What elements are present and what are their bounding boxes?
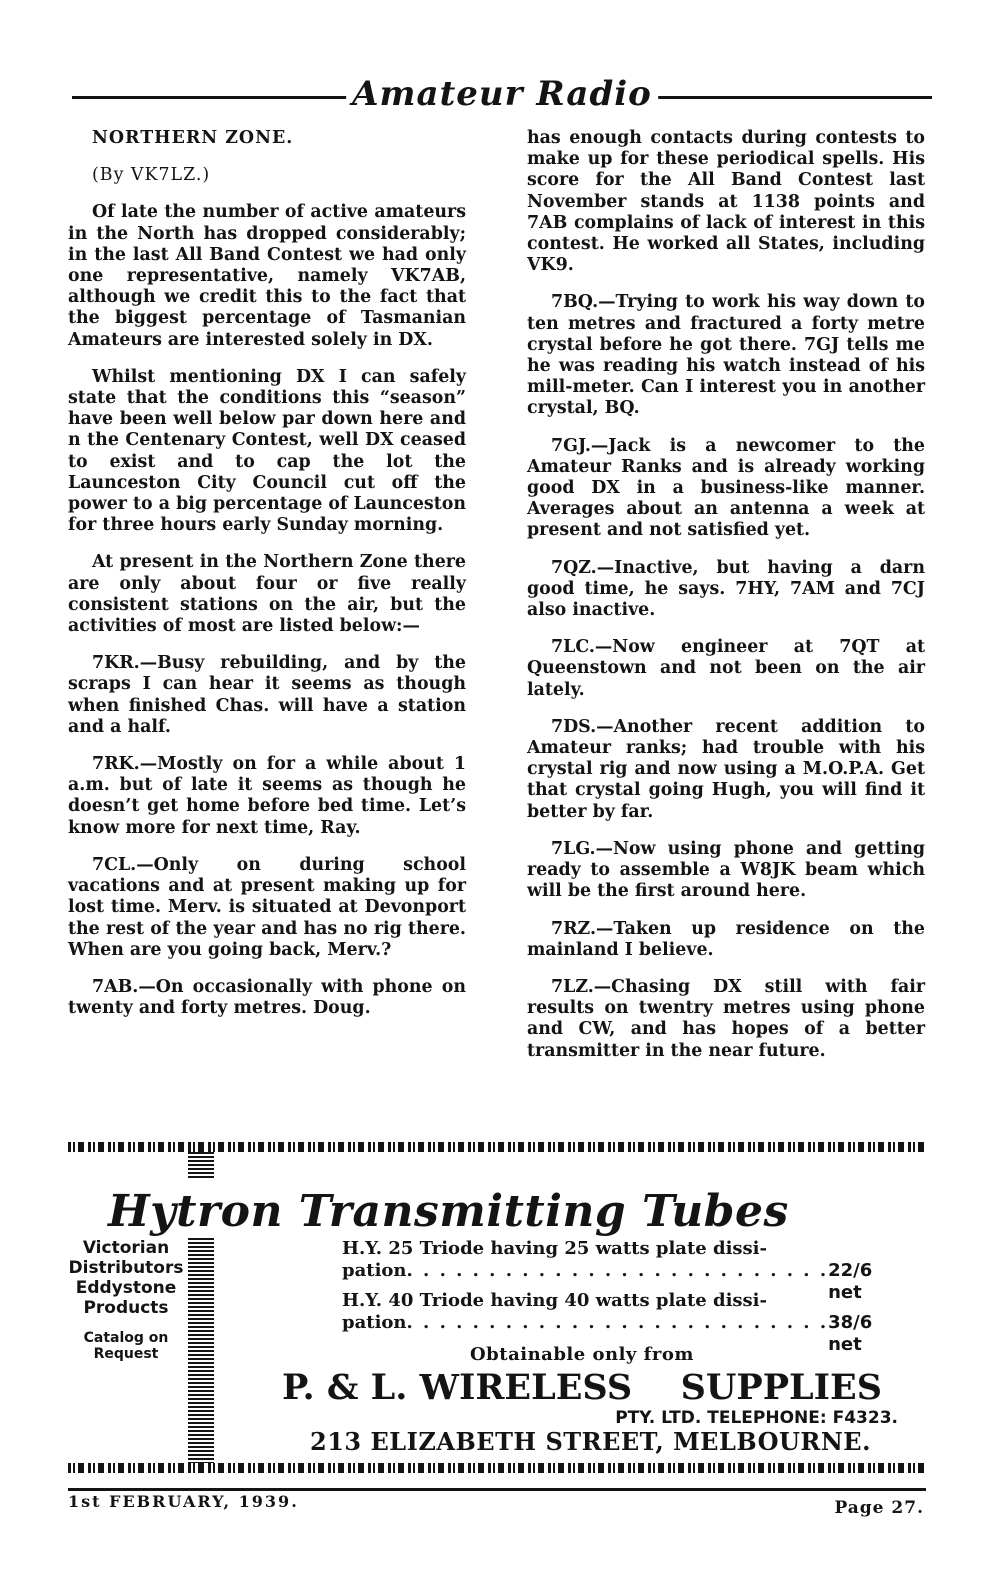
company-name-right: SUPPLIES bbox=[680, 1367, 882, 1408]
catalog-line: Catalog on bbox=[83, 1330, 169, 1346]
distributor-line: Eddystone bbox=[75, 1278, 177, 1298]
article-paragraph: 7DS.—Another recent addition to Amateur ranks; had trouble with his crystal rig and now using a M.O.P.A. Get that crystal going Hugh, you will find it better by far. bbox=[527, 716, 925, 822]
distributor-line: Products bbox=[83, 1298, 169, 1318]
advert-border-bottom bbox=[68, 1463, 928, 1473]
product-description-end: pation bbox=[342, 1312, 407, 1333]
article-continuation: has enough contacts during contests to make up for these periodical spells. His score for the All Band Contest last November stands at 1138 points and 7AB complains of lack of interest in this contest. He worked all States, including VK9. bbox=[527, 128, 925, 276]
product-description-end: pation bbox=[342, 1260, 407, 1281]
article-paragraph: At present in the Northern Zone there are only about four or five really consistent stations on the air, but the activities of most are listed below:— bbox=[68, 552, 466, 637]
article-paragraph: 7LG.—Now using phone and getting ready to assemble a W8JK beam which will be the first around here. bbox=[527, 838, 925, 902]
advert-border-top bbox=[68, 1142, 928, 1152]
product-price: 38/6 net bbox=[828, 1312, 873, 1355]
article-right-column bbox=[527, 128, 925, 1078]
distributor-line: Victorian bbox=[82, 1238, 170, 1258]
advert-border-stem bbox=[188, 1238, 214, 1464]
leader-dots: . . . . . . . . . . . . . . . . . . . . . . . . . . bbox=[406, 1260, 829, 1281]
masthead bbox=[72, 72, 932, 116]
article-paragraph: 7RK.—Mostly on for a while about 1 a.m. but of late it seems as though he doesn’t get home before bed time. Let’s know more for next time, Ray. bbox=[68, 754, 466, 838]
article-paragraph: 7LC.—Now engineer at 7QT at Queenstown and not been on the air lately. bbox=[527, 637, 925, 700]
article-paragraph: Of late the number of active amateurs in the North has dropped considerably; in the last All Band Contest we had only one representative, namely VK7AB, although we credit this to the fact that the biggest percentage of Tasmanian Amateurs are interested solely in DX. bbox=[68, 202, 466, 350]
article-paragraph: 7QZ.—Inactive, but having a darn good time, he says. 7HY, 7AM and 7CJ also inactive. bbox=[527, 557, 925, 621]
advert-catalog-note bbox=[66, 1330, 186, 1362]
product-description: H.Y. 40 Triode having 40 watts plate dissi- bbox=[342, 1290, 767, 1311]
article-left-column bbox=[68, 128, 466, 1035]
advert-border-stem bbox=[188, 1152, 214, 1178]
advert-distributors bbox=[66, 1238, 186, 1318]
article-paragraph: 7KR.—Busy rebuilding, and by the scraps I can hear it seems as though when finished Chas. will have a station and a half. bbox=[68, 653, 466, 737]
article-paragraph: Whilst mentioning DX I can safely state that the conditions this “season” have been well below par down here and n the Centenary Contest, well DX ceased to exist and to cap the lot the Launceston City Council cut off the power to a big percentage of Launceston for three hours early Sunday morning. bbox=[68, 366, 466, 536]
advert-address: 213 ELIZABETH STREET, MELBOURNE. bbox=[310, 1427, 871, 1456]
article-paragraph: 7LZ.—Chasing DX still with fair results on twentry metres using phone and CW, and has hopes of a better transmitter in the near future. bbox=[527, 976, 925, 1061]
masthead-title: Amateur Radio bbox=[346, 72, 658, 116]
footer-rule bbox=[68, 1488, 926, 1491]
catalog-line: Request bbox=[93, 1346, 159, 1362]
article-byline: (By VK7LZ.) bbox=[92, 165, 211, 186]
article-paragraph: 7BQ.—Trying to work his way down to ten metres and fractured a forty metre crystal before he got there. 7GJ tells me he was reading his watch instead of his mill-meter. Can I interest you in another crystal, BQ. bbox=[527, 292, 925, 419]
product-price: 22/6 net bbox=[828, 1260, 873, 1303]
article-paragraph: 7RZ.—Taken up residence on the mainland I believe. bbox=[527, 918, 925, 960]
leader-dots: . . . . . . . . . . . . . . . . . . . . . . . . . . bbox=[406, 1312, 829, 1333]
article-paragraph: 7AB.—On occasionally with phone on twenty and forty metres. Doug. bbox=[68, 976, 466, 1019]
footer-date: 1st FEBRUARY, 1939. bbox=[68, 1492, 299, 1511]
advert-company-name bbox=[282, 1366, 882, 1410]
advert-title: Hytron Transmitting Tubes bbox=[108, 1186, 789, 1237]
footer-page-number: Page 27. bbox=[834, 1498, 924, 1518]
product-description: H.Y. 25 Triode having 25 watts plate dissi- bbox=[342, 1238, 767, 1259]
advert-company-telephone: PTY. LTD. TELEPHONE: F4323. bbox=[615, 1408, 898, 1428]
distributor-line: Distributors bbox=[68, 1258, 184, 1278]
article-paragraph: 7GJ.—Jack is a newcomer to the Amateur Ranks and is already working good DX in a business-like manner. Averages about an antenna a week at present and not satisfied yet. bbox=[527, 435, 925, 541]
advert-obtainable: Obtainable only from bbox=[470, 1344, 694, 1365]
article-paragraph: 7CL.—Only on during school vacations and at present making up for lost time. Merv. is situated at Devonport the rest of the year and has no rig there. When are you going back, Merv.? bbox=[68, 854, 466, 960]
article-heading: NORTHERN ZONE. bbox=[92, 128, 294, 148]
company-name-left: P. & L. WIRELESS bbox=[282, 1367, 633, 1408]
